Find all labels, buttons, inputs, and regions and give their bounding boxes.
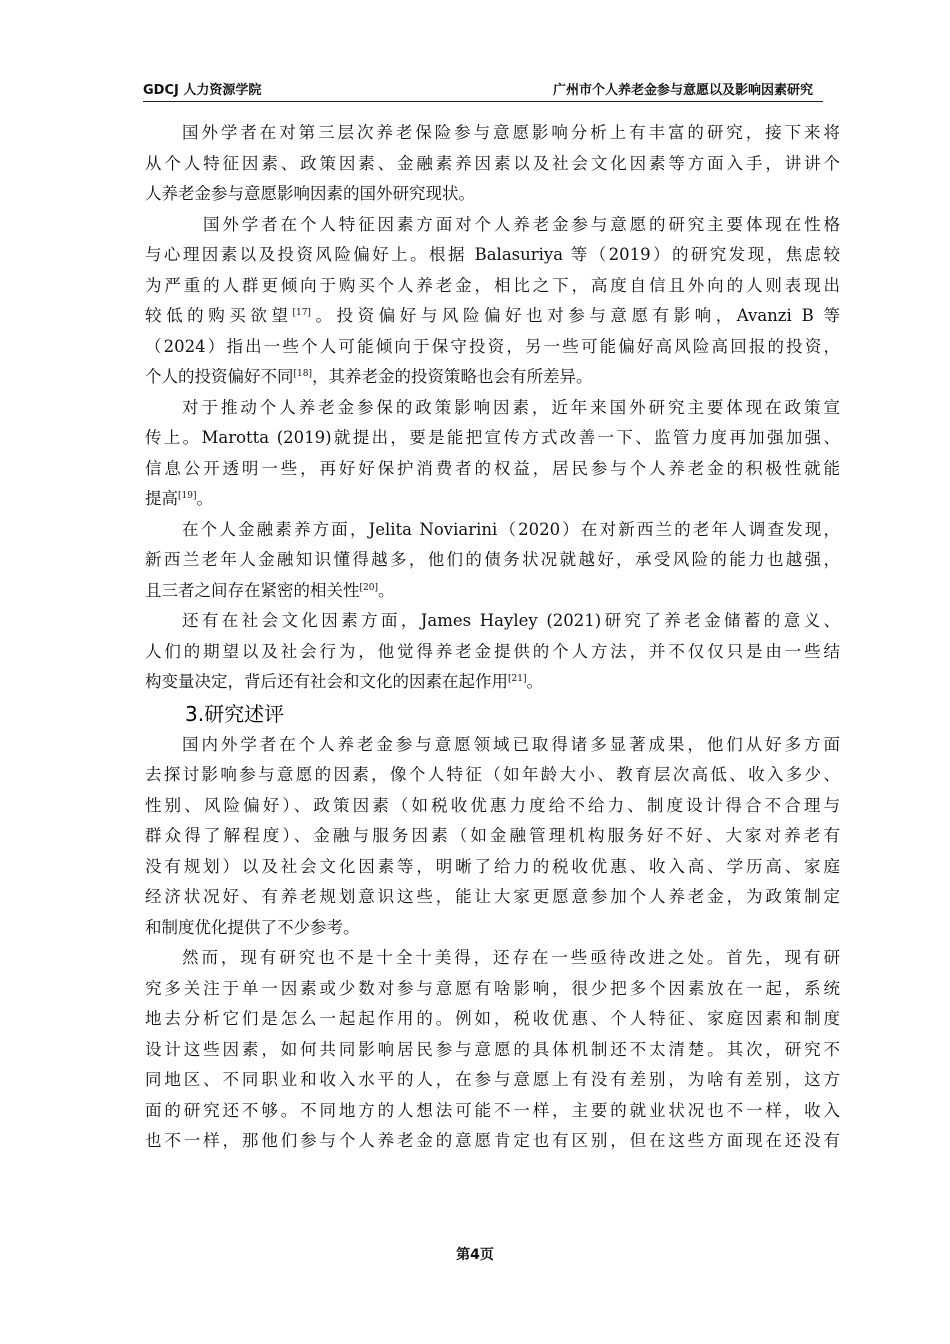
text-line: 国外学者在对第三层次养老保险参与意愿影响分析上有丰富的研究，接下来将 — [182, 123, 840, 142]
text-line — [145, 667, 840, 698]
text-run: 构变量决定，背后还有社会和文化的因素在起作用 — [145, 672, 508, 691]
paragraph — [145, 118, 840, 210]
text-line: 从个人特征因素、政策因素、金融素养因素以及社会文化因素等方面入手，讲讲个 — [145, 153, 840, 173]
text-line: 新西兰老年人金融知识懂得越多，他们的债务状况就越好，承受风险的能力也越强， — [145, 550, 840, 569]
body-text — [145, 118, 840, 1157]
text-run: 。 — [526, 672, 543, 691]
header-right: 广州市个人养老金参与意愿以及影响因素研究 — [552, 83, 813, 98]
text-line: 群众得了解程度）、金融与服务因素（如金融管理机构服务好不好、大家对养老有 — [145, 826, 840, 845]
paragraph — [145, 606, 840, 698]
text-line: 和制度优化提供了不少参考。 — [145, 917, 360, 937]
text-line: 人们的期望以及社会行为，他觉得养老金提供的个人方法，并不仅仅只是由一些结 — [145, 641, 840, 661]
citation-ref: [20] — [359, 582, 378, 593]
citation-ref: [17] — [292, 308, 311, 318]
citation-ref: [18] — [293, 369, 312, 379]
header-left: GDCJ 人力资源学院 — [143, 83, 262, 98]
header-rule — [143, 101, 823, 102]
text-line: 同地区、不同职业和收入水平的人，在参与意愿上有没有差别，为啥有差别，这方 — [145, 1070, 840, 1089]
text-line: 在个人金融素养方面，Jelita Noviarini（2020）在对新西兰的老年人调查发现， — [182, 519, 840, 539]
text-line: 信息公开透明一些，再好好保护消费者的权益，居民参与个人养老金的积极性就能 — [145, 458, 840, 478]
text-line: 为严重的人群更倾向于购买个人养老金，相比之下，高度自信且外向的人则表现出 — [145, 275, 840, 295]
citation-ref: [19] — [178, 491, 197, 501]
text-line: 对于推动个人养老金参保的政策影响因素，近年来国外研究主要体现在政策宣 — [182, 397, 840, 417]
text-line: 地去分析它们是怎么一起起作用的。例如，税收优惠、个人特征、家庭因素和制度 — [145, 1009, 840, 1028]
text-run: 提高 — [145, 489, 178, 508]
text-line: 设计这些因素，如何共同影响居民参与意愿的具体机制还不太清楚。其次，研究不 — [145, 1039, 840, 1059]
paragraph — [145, 943, 840, 1157]
text-line: 也不一样，那他们参与个人养老金的意愿肯定也有区别，但在这些方面现在还没有 — [145, 1131, 840, 1150]
paragraph — [145, 730, 840, 944]
text-line: 没有规划）以及社会文化因素等，明晰了给力的税收优惠、收入高、学历高、家庭 — [145, 856, 840, 876]
text-line: 性别、风险偏好）、政策因素（如税收优惠力度给不给力、制度设计得合不合理与 — [145, 795, 840, 815]
text-line — [145, 576, 840, 607]
paragraph — [145, 393, 840, 515]
text-run: 。 — [377, 580, 395, 600]
text-line: 究多关注于单一因素或少数对参与意愿有啥影响，很少把多个因素放在一起，系统 — [145, 978, 840, 998]
text-line — [145, 484, 840, 515]
text-line: 经济状况好、有养老规划意识这些，能让大家更愿意参加个人养老金，为政策制定 — [145, 887, 840, 906]
text-line: 传上。Marotta (2019)就提出，要是能把宣传方式改善一下、监管力度再加强加强、 — [145, 428, 840, 447]
text-line: 人养老金参与意愿影响因素的国外研究现状。 — [145, 184, 475, 203]
text-line: 面的研究还不够。不同地方的人想法可能不一样，主要的就业状况也不一样，收入 — [145, 1100, 840, 1120]
text-line: 去探讨影响参与意愿的因素，像个人特征（如年龄大小、教育层次高低、收入多少、 — [145, 765, 840, 784]
text-run: 且三者之间存在紧密的相关性 — [145, 580, 360, 600]
text-line — [145, 301, 840, 332]
section-heading: 3.研究述评 — [185, 701, 285, 726]
text-line: 国外学者在个人特征因素方面对个人养老金参与意愿的研究主要体现在性格 — [203, 214, 840, 234]
text-run: ，其养老金的投资策略也会有所差异。 — [311, 367, 593, 386]
text-line — [145, 362, 840, 393]
page-header — [143, 79, 813, 99]
text-run: 。 — [196, 489, 213, 508]
page-number: 第4页 — [456, 1247, 494, 1263]
text-run: 较低的购买欲望 — [145, 306, 293, 325]
citation-ref: [21] — [508, 674, 527, 684]
text-line: 国内外学者在个人养老金参与意愿领域已取得诸多显著成果，他们从好多方面 — [182, 734, 840, 754]
paragraph — [145, 210, 840, 393]
text-line: 然而，现有研究也不是十全十美得，还存在一些亟待改进之处。首先，现有研 — [182, 948, 840, 967]
text-line: （2024）指出一些个人可能倾向于保守投资，另一些可能偏好高风险高回报的投资， — [145, 336, 840, 356]
text-line: 还有在社会文化因素方面，James Hayley (2021)研究了养老金储蓄的意义、 — [182, 611, 840, 630]
paragraph — [145, 515, 840, 607]
text-line: 与心理因素以及投资风险偏好上。根据 Balasuriya 等（2019）的研究发现，焦虑较 — [145, 245, 840, 264]
text-run: 个人的投资偏好不同 — [145, 367, 294, 386]
text-run: 。投资偏好与风险偏好也对参与意愿有影响，Avanzi B 等 — [310, 306, 841, 325]
